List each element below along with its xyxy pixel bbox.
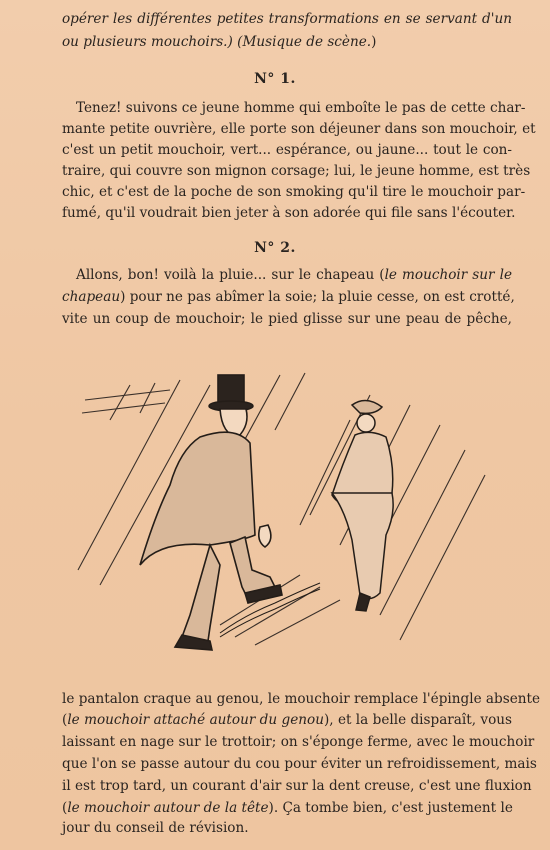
text-line: (le mouchoir attaché autour du genou), et la belle disparaît, vous: [62, 712, 512, 728]
section-heading-1: N° 1.: [254, 71, 296, 87]
rain-illustration: [70, 365, 500, 660]
text-line: traire, qui couvre son mignon corsage; lui, le jeune homme, est très: [62, 163, 531, 179]
text-line: que l'on se passe autour du cou pour éviter un refroidissement, mais: [62, 756, 537, 772]
text-line: laissant en nage sur le trottoir; on s'éponge ferme, avec le mouchoir: [62, 734, 535, 750]
text-line: fumé, qu'il voudrait bien jeter à son adorée qui file sans l'écouter.: [62, 205, 516, 221]
text-line: Allons, bon! voilà la pluie... sur le chapeau (le mouchoir sur le: [76, 267, 512, 283]
text-line: chapeau) pour ne pas abîmer la soie; la pluie cesse, on est crotté,: [62, 289, 515, 305]
text-line: jour du conseil de révision.: [62, 820, 249, 836]
section-heading-2: N° 2.: [254, 240, 296, 256]
text-line: chic, et c'est de la poche de son smoking qu'il tire le mouchoir par-: [62, 184, 526, 200]
text-line: Tenez! suivons ce jeune homme qui emboîte le pas de cette char-: [76, 100, 526, 116]
text-line: c'est un petit mouchoir, vert... espérance, ou jaune... tout le con-: [62, 142, 512, 158]
text-line: il est trop tard, un courant d'air sur la dent creuse, c'est une fluxion: [62, 778, 532, 794]
text-line: mante petite ouvrière, elle porte son déjeuner dans son mouchoir, et: [62, 121, 536, 137]
text-line: ou plusieurs mouchoirs.) (Musique de scène.): [62, 34, 377, 50]
text-line: vite un coup de mouchoir; le pied glisse sur une peau de pêche,: [62, 311, 512, 327]
text-line: (le mouchoir autour de la tête). Ça tombe bien, c'est justement le: [62, 800, 513, 816]
text-line: opérer les différentes petites transformations en se servant d'un: [62, 11, 512, 27]
text-line: le pantalon craque au genou, le mouchoir remplace l'épingle absente: [62, 691, 541, 707]
